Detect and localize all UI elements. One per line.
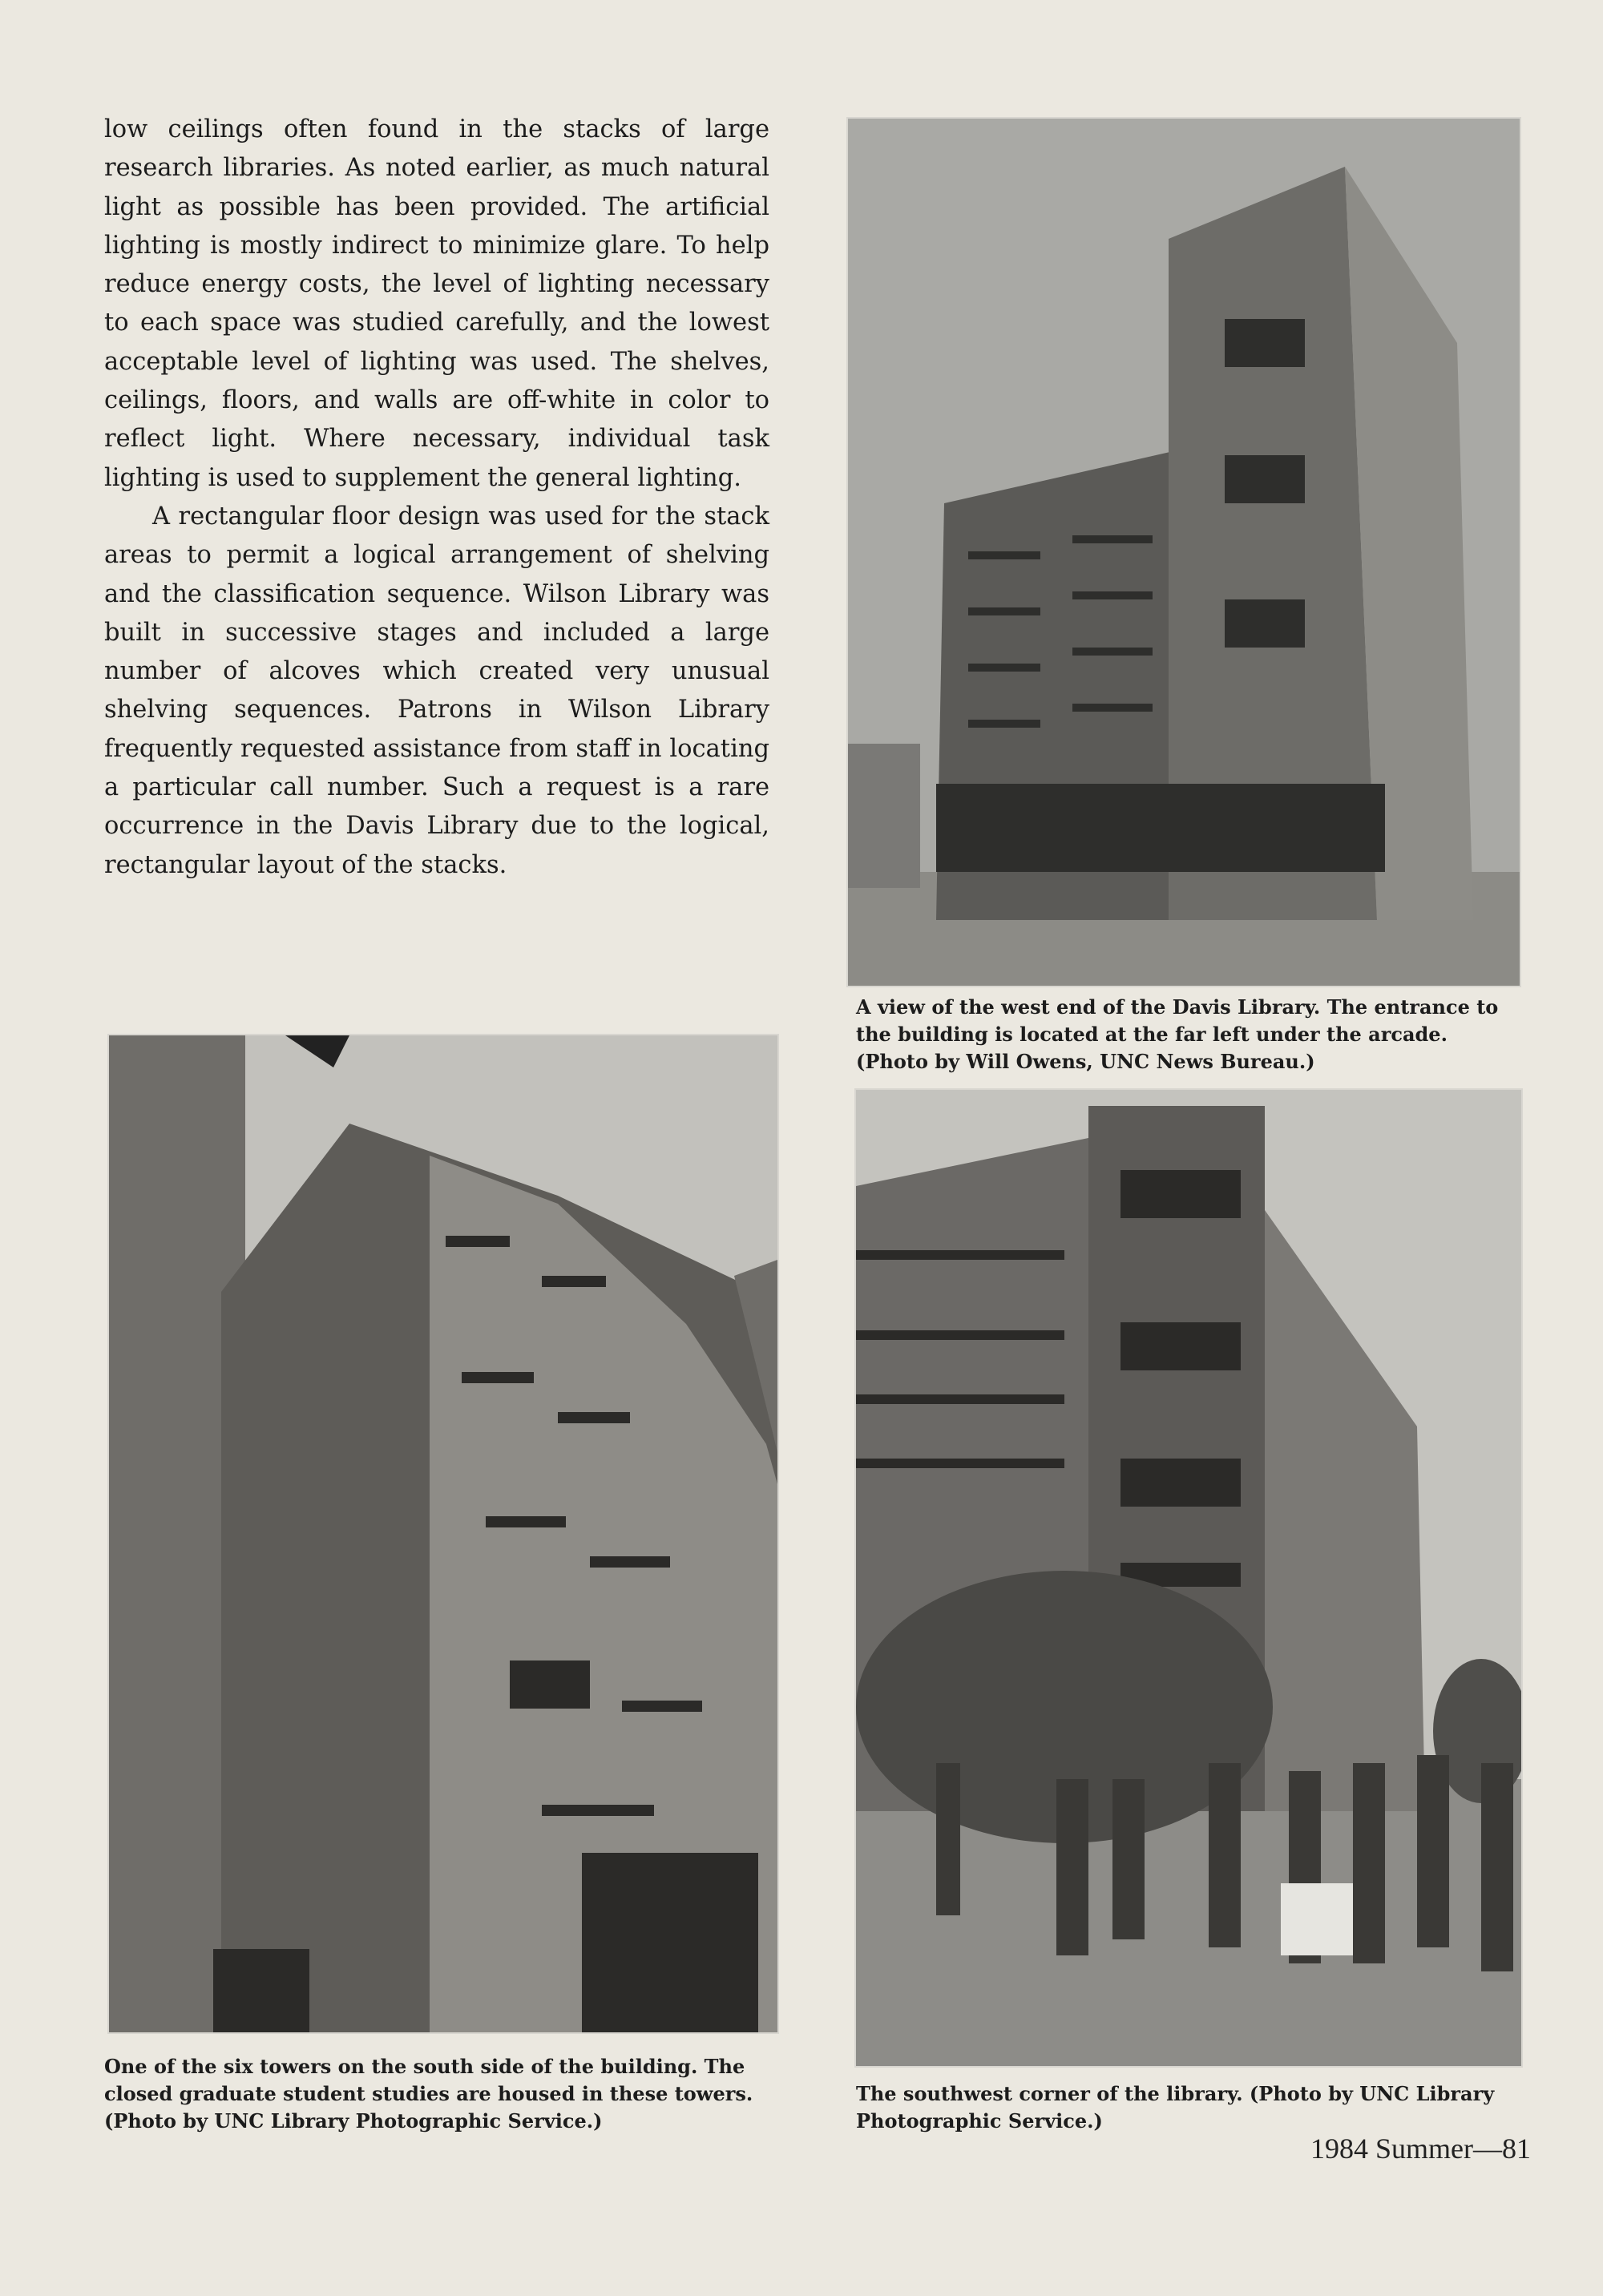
article-body	[104, 111, 769, 885]
photo-west-end	[846, 117, 1521, 987]
article-paragraph: A rectangular floor design was used for the stack areas to permit a logical arrangement of shelving and the classification sequence. Wilson Library was built in successive stages and included a large number of alcoves which created very unusual shelving sequences. Patrons in Wilson Library frequently requested assistance from staff in locating a particular call number. Such a request is a rare occurrence in the Davis Library due to the logical, rectangular layout of the stacks.	[104, 502, 769, 879]
photo-southwest-corner-caption: The southwest corner of the library. (Photo by UNC Library Photographic Service.)	[856, 2082, 1495, 2133]
photo-west-end-caption: A view of the west end of the Davis Library. The entrance to the building is located at the far left under the arcade. (Photo by Will Owens, UNC News Bureau.)	[856, 995, 1499, 1073]
photo-tower-image	[109, 1035, 777, 2032]
article-paragraph: low ceilings often found in the stacks of large research libraries. As noted earlier, as much natural light as possible has been provided. The artificial lighting is mostly indirect to minimize glare. To help reduce energy costs, the level of lighting necessary to each space was studied carefully, and the lowest acceptable level of lighting was used. The shelves, ceilings, floors, and walls are off-white in color to reflect light. Where necessary, individual task lighting is used to supplement the general lighting.	[104, 115, 769, 492]
page-footer: 1984 Summer—81	[1310, 2133, 1531, 2165]
photo-southwest-corner-image	[856, 1090, 1521, 2066]
photo-southwest-corner	[854, 1088, 1523, 2068]
photo-tower	[107, 1034, 779, 2034]
photo-west-end-image	[848, 119, 1520, 986]
photo-tower-caption: One of the six towers on the south side of the building. The closed graduate student studies are housed in these towers. (Photo by UNC Library Photographic Service.)	[104, 2055, 753, 2133]
